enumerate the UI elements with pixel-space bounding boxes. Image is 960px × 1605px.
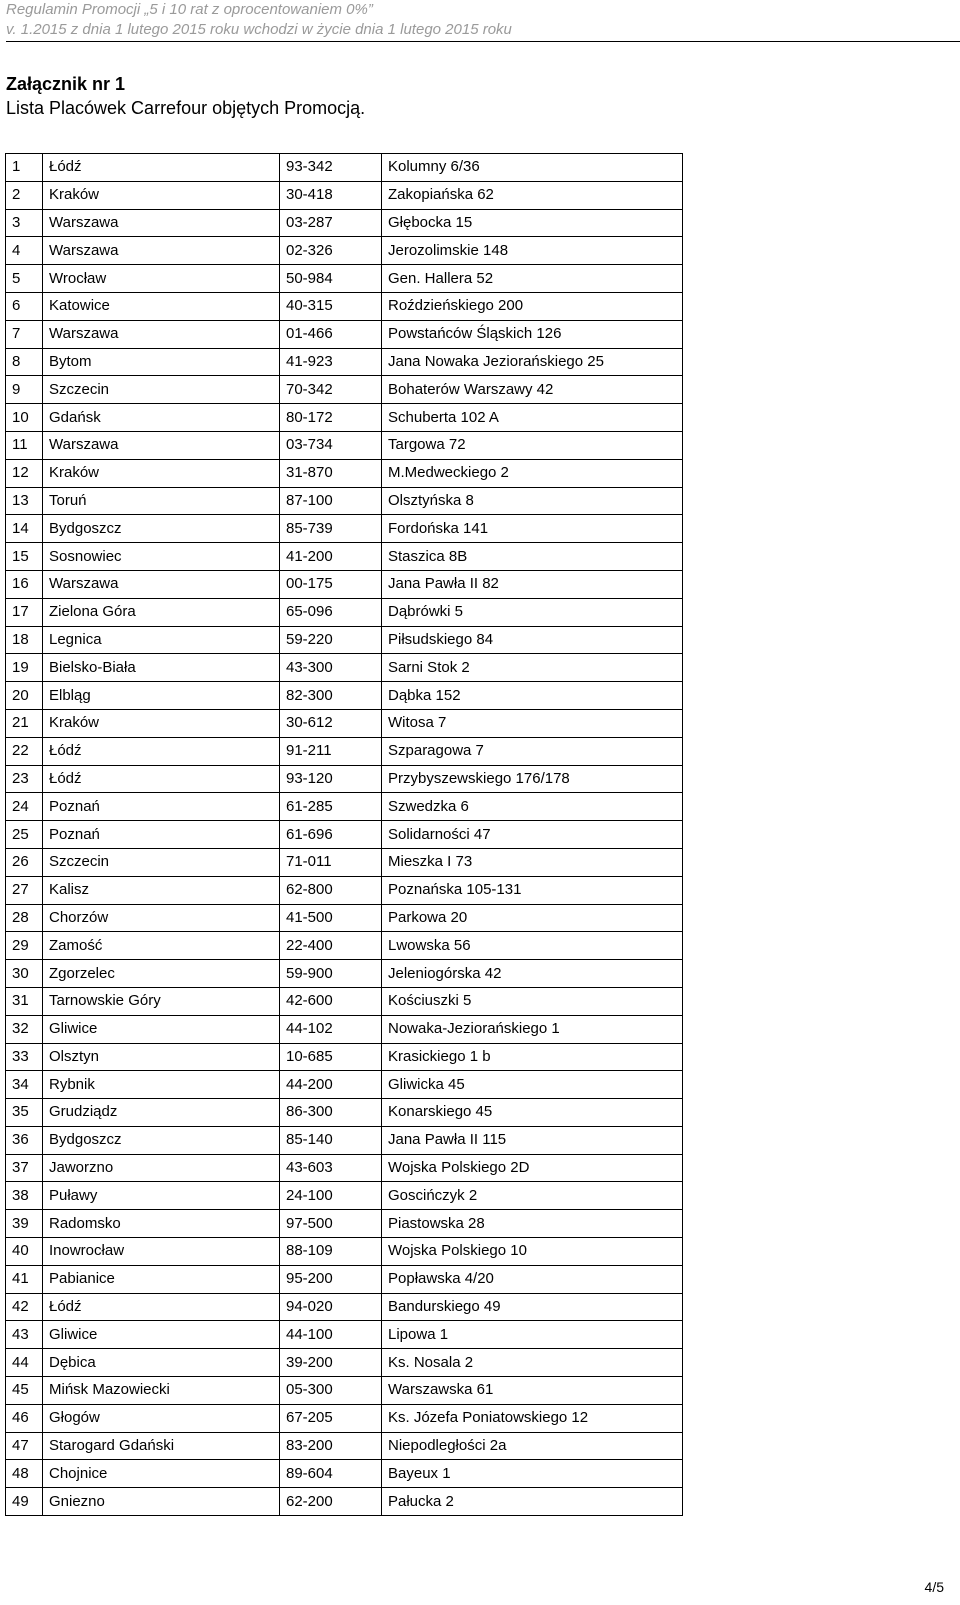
- store-street-cell: Lipowa 1: [382, 1321, 683, 1349]
- store-street-cell: Konarskiego 45: [382, 1099, 683, 1127]
- store-street-cell: Gliwicka 45: [382, 1071, 683, 1099]
- store-street-cell: Goscińczyk 2: [382, 1182, 683, 1210]
- store-number-cell: 24: [6, 793, 43, 821]
- store-city-cell: Bytom: [43, 348, 280, 376]
- store-number-cell: 45: [6, 1377, 43, 1405]
- store-number-cell: 29: [6, 932, 43, 960]
- table-row: [6, 543, 683, 571]
- store-city-cell: Kraków: [43, 459, 280, 487]
- store-city-cell: Warszawa: [43, 320, 280, 348]
- store-number-cell: 47: [6, 1432, 43, 1460]
- store-zip-cell: 24-100: [280, 1182, 382, 1210]
- table-row: [6, 1377, 683, 1405]
- store-zip-cell: 43-300: [280, 654, 382, 682]
- store-zip-cell: 85-739: [280, 515, 382, 543]
- store-city-cell: Tarnowskie Góry: [43, 987, 280, 1015]
- store-zip-cell: 89-604: [280, 1460, 382, 1488]
- store-zip-cell: 86-300: [280, 1099, 382, 1127]
- store-city-cell: Chojnice: [43, 1460, 280, 1488]
- store-number-cell: 21: [6, 709, 43, 737]
- store-number-cell: 20: [6, 682, 43, 710]
- store-city-cell: Elbląg: [43, 682, 280, 710]
- store-zip-cell: 80-172: [280, 404, 382, 432]
- store-street-cell: Popławska 4/20: [382, 1265, 683, 1293]
- store-zip-cell: 39-200: [280, 1349, 382, 1377]
- store-city-cell: Gdańsk: [43, 404, 280, 432]
- store-city-cell: Szczecin: [43, 848, 280, 876]
- table-row: [6, 1488, 683, 1516]
- store-zip-cell: 30-612: [280, 709, 382, 737]
- store-zip-cell: 50-984: [280, 265, 382, 293]
- store-number-cell: 10: [6, 404, 43, 432]
- store-street-cell: Dąbka 152: [382, 682, 683, 710]
- store-zip-cell: 87-100: [280, 487, 382, 515]
- store-zip-cell: 83-200: [280, 1432, 382, 1460]
- store-zip-cell: 02-326: [280, 237, 382, 265]
- table-row: [6, 265, 683, 293]
- store-number-cell: 35: [6, 1099, 43, 1127]
- table-row: [6, 404, 683, 432]
- store-street-cell: Niepodległości 2a: [382, 1432, 683, 1460]
- store-street-cell: Gen. Hallera 52: [382, 265, 683, 293]
- table-row: [6, 709, 683, 737]
- store-zip-cell: 70-342: [280, 376, 382, 404]
- store-zip-cell: 44-100: [280, 1321, 382, 1349]
- store-zip-cell: 59-220: [280, 626, 382, 654]
- store-zip-cell: 65-096: [280, 598, 382, 626]
- table-row: [6, 848, 683, 876]
- annex-title-block: [6, 72, 365, 120]
- store-number-cell: 27: [6, 876, 43, 904]
- store-city-cell: Mińsk Mazowiecki: [43, 1377, 280, 1405]
- store-number-cell: 11: [6, 431, 43, 459]
- store-number-cell: 31: [6, 987, 43, 1015]
- store-street-cell: Targowa 72: [382, 431, 683, 459]
- store-street-cell: Kościuszki 5: [382, 987, 683, 1015]
- store-city-cell: Gniezno: [43, 1488, 280, 1516]
- table-row: [6, 682, 683, 710]
- store-street-cell: Jana Pawła II 82: [382, 570, 683, 598]
- store-street-cell: Witosa 7: [382, 709, 683, 737]
- store-street-cell: Nowaka-Jeziorańskiego 1: [382, 1015, 683, 1043]
- store-number-cell: 46: [6, 1404, 43, 1432]
- store-street-cell: Głębocka 15: [382, 209, 683, 237]
- store-street-cell: Krasickiego 1 b: [382, 1043, 683, 1071]
- store-street-cell: Poznańska 105-131: [382, 876, 683, 904]
- store-zip-cell: 93-120: [280, 765, 382, 793]
- store-number-cell: 18: [6, 626, 43, 654]
- store-zip-cell: 61-285: [280, 793, 382, 821]
- table-row: [6, 1015, 683, 1043]
- table-row: [6, 1126, 683, 1154]
- store-street-cell: Parkowa 20: [382, 904, 683, 932]
- store-zip-cell: 44-102: [280, 1015, 382, 1043]
- store-street-cell: Sarni Stok 2: [382, 654, 683, 682]
- store-zip-cell: 85-140: [280, 1126, 382, 1154]
- store-street-cell: Jerozolimskie 148: [382, 237, 683, 265]
- store-city-cell: Gliwice: [43, 1321, 280, 1349]
- regulation-version: v. 1.2015 z dnia 1 lutego 2015 roku wchodzi w życie dnia 1 lutego 2015 roku: [6, 21, 512, 38]
- store-city-cell: Łódź: [43, 737, 280, 765]
- store-number-cell: 12: [6, 459, 43, 487]
- store-number-cell: 39: [6, 1210, 43, 1238]
- store-city-cell: Łódź: [43, 1293, 280, 1321]
- store-city-cell: Poznań: [43, 821, 280, 849]
- store-city-cell: Głogów: [43, 1404, 280, 1432]
- store-street-cell: Szwedzka 6: [382, 793, 683, 821]
- store-city-cell: Jaworzno: [43, 1154, 280, 1182]
- table-row: [6, 654, 683, 682]
- store-number-cell: 34: [6, 1071, 43, 1099]
- table-row: [6, 459, 683, 487]
- store-street-cell: Bayeux 1: [382, 1460, 683, 1488]
- store-city-cell: Kraków: [43, 709, 280, 737]
- store-number-cell: 8: [6, 348, 43, 376]
- table-row: [6, 431, 683, 459]
- store-zip-cell: 01-466: [280, 320, 382, 348]
- store-city-cell: Katowice: [43, 292, 280, 320]
- store-city-cell: Łódź: [43, 154, 280, 182]
- store-number-cell: 9: [6, 376, 43, 404]
- store-street-cell: Ks. Józefa Poniatowskiego 12: [382, 1404, 683, 1432]
- table-row: [6, 181, 683, 209]
- store-number-cell: 6: [6, 292, 43, 320]
- regulation-title: Regulamin Promocji „5 i 10 rat z oprocentowaniem 0%”: [6, 1, 373, 18]
- store-street-cell: Pałucka 2: [382, 1488, 683, 1516]
- store-street-cell: Ks. Nosala 2: [382, 1349, 683, 1377]
- table-row: [6, 626, 683, 654]
- store-street-cell: Fordońska 141: [382, 515, 683, 543]
- store-zip-cell: 03-734: [280, 431, 382, 459]
- store-zip-cell: 10-685: [280, 1043, 382, 1071]
- store-city-cell: Starogard Gdański: [43, 1432, 280, 1460]
- store-number-cell: 17: [6, 598, 43, 626]
- store-number-cell: 44: [6, 1349, 43, 1377]
- store-number-cell: 4: [6, 237, 43, 265]
- store-zip-cell: 41-923: [280, 348, 382, 376]
- store-city-cell: Poznań: [43, 793, 280, 821]
- store-city-cell: Puławy: [43, 1182, 280, 1210]
- store-city-cell: Kraków: [43, 181, 280, 209]
- store-number-cell: 32: [6, 1015, 43, 1043]
- store-zip-cell: 44-200: [280, 1071, 382, 1099]
- stores-table-body: [6, 154, 683, 1516]
- store-number-cell: 16: [6, 570, 43, 598]
- table-row: [6, 793, 683, 821]
- store-number-cell: 1: [6, 154, 43, 182]
- store-street-cell: M.Medweckiego 2: [382, 459, 683, 487]
- store-number-cell: 33: [6, 1043, 43, 1071]
- table-row: [6, 932, 683, 960]
- store-number-cell: 23: [6, 765, 43, 793]
- store-number-cell: 40: [6, 1238, 43, 1266]
- table-row: [6, 1321, 683, 1349]
- table-row: [6, 1293, 683, 1321]
- store-number-cell: 2: [6, 181, 43, 209]
- store-number-cell: 42: [6, 1293, 43, 1321]
- store-street-cell: Piłsudskiego 84: [382, 626, 683, 654]
- store-number-cell: 13: [6, 487, 43, 515]
- store-zip-cell: 62-200: [280, 1488, 382, 1516]
- store-street-cell: Wojska Polskiego 10: [382, 1238, 683, 1266]
- store-number-cell: 14: [6, 515, 43, 543]
- store-street-cell: Przybyszewskiego 176/178: [382, 765, 683, 793]
- table-row: [6, 154, 683, 182]
- store-city-cell: Sosnowiec: [43, 543, 280, 571]
- table-row: [6, 960, 683, 988]
- store-city-cell: Radomsko: [43, 1210, 280, 1238]
- table-row: [6, 737, 683, 765]
- store-city-cell: Zgorzelec: [43, 960, 280, 988]
- store-city-cell: Szczecin: [43, 376, 280, 404]
- store-zip-cell: 94-020: [280, 1293, 382, 1321]
- store-street-cell: Staszica 8B: [382, 543, 683, 571]
- store-city-cell: Łódź: [43, 765, 280, 793]
- store-city-cell: Gliwice: [43, 1015, 280, 1043]
- store-zip-cell: 82-300: [280, 682, 382, 710]
- store-street-cell: Kolumny 6/36: [382, 154, 683, 182]
- store-street-cell: Jana Pawła II 115: [382, 1126, 683, 1154]
- store-street-cell: Olsztyńska 8: [382, 487, 683, 515]
- store-city-cell: Inowrocław: [43, 1238, 280, 1266]
- store-zip-cell: 00-175: [280, 570, 382, 598]
- store-city-cell: Zielona Góra: [43, 598, 280, 626]
- store-zip-cell: 88-109: [280, 1238, 382, 1266]
- document-header: [6, 0, 954, 40]
- store-street-cell: Warszawska 61: [382, 1377, 683, 1405]
- store-zip-cell: 22-400: [280, 932, 382, 960]
- table-row: [6, 1154, 683, 1182]
- store-street-cell: Piastowska 28: [382, 1210, 683, 1238]
- store-street-cell: Dąbrówki 5: [382, 598, 683, 626]
- store-city-cell: Toruń: [43, 487, 280, 515]
- table-row: [6, 1182, 683, 1210]
- store-city-cell: Chorzów: [43, 904, 280, 932]
- table-row: [6, 292, 683, 320]
- store-street-cell: Lwowska 56: [382, 932, 683, 960]
- store-number-cell: 25: [6, 821, 43, 849]
- store-zip-cell: 71-011: [280, 848, 382, 876]
- store-city-cell: Pabianice: [43, 1265, 280, 1293]
- table-row: [6, 515, 683, 543]
- store-street-cell: Bohaterów Warszawy 42: [382, 376, 683, 404]
- store-number-cell: 22: [6, 737, 43, 765]
- table-row: [6, 1043, 683, 1071]
- store-city-cell: Bydgoszcz: [43, 1126, 280, 1154]
- store-number-cell: 38: [6, 1182, 43, 1210]
- store-city-cell: Grudziądz: [43, 1099, 280, 1127]
- store-zip-cell: 95-200: [280, 1265, 382, 1293]
- annex-title: Załącznik nr 1: [6, 74, 126, 94]
- table-row: [6, 1265, 683, 1293]
- table-row: [6, 1349, 683, 1377]
- page-number: 4/5: [924, 1579, 944, 1595]
- store-number-cell: 28: [6, 904, 43, 932]
- table-row: [6, 487, 683, 515]
- store-city-cell: Bydgoszcz: [43, 515, 280, 543]
- store-number-cell: 43: [6, 1321, 43, 1349]
- store-zip-cell: 97-500: [280, 1210, 382, 1238]
- header-divider: [6, 41, 960, 42]
- store-number-cell: 15: [6, 543, 43, 571]
- store-zip-cell: 91-211: [280, 737, 382, 765]
- table-row: [6, 1432, 683, 1460]
- store-zip-cell: 93-342: [280, 154, 382, 182]
- store-number-cell: 26: [6, 848, 43, 876]
- store-zip-cell: 30-418: [280, 181, 382, 209]
- store-street-cell: Schuberta 102 A: [382, 404, 683, 432]
- table-row: [6, 987, 683, 1015]
- store-number-cell: 19: [6, 654, 43, 682]
- store-street-cell: Bandurskiego 49: [382, 1293, 683, 1321]
- store-zip-cell: 41-500: [280, 904, 382, 932]
- table-row: [6, 348, 683, 376]
- store-street-cell: Szparagowa 7: [382, 737, 683, 765]
- store-number-cell: 36: [6, 1126, 43, 1154]
- store-city-cell: Warszawa: [43, 570, 280, 598]
- store-number-cell: 37: [6, 1154, 43, 1182]
- store-city-cell: Wrocław: [43, 265, 280, 293]
- table-row: [6, 237, 683, 265]
- store-zip-cell: 05-300: [280, 1377, 382, 1405]
- store-city-cell: Kalisz: [43, 876, 280, 904]
- store-zip-cell: 42-600: [280, 987, 382, 1015]
- table-row: [6, 1404, 683, 1432]
- stores-table: [5, 153, 683, 1516]
- store-street-cell: Mieszka I 73: [382, 848, 683, 876]
- table-row: [6, 209, 683, 237]
- annex-subtitle: Lista Placówek Carrefour objętych Promocją.: [6, 98, 366, 118]
- store-city-cell: Rybnik: [43, 1071, 280, 1099]
- table-row: [6, 1071, 683, 1099]
- table-row: [6, 1460, 683, 1488]
- store-city-cell: Warszawa: [43, 209, 280, 237]
- store-zip-cell: 62-800: [280, 876, 382, 904]
- table-row: [6, 376, 683, 404]
- store-number-cell: 30: [6, 960, 43, 988]
- store-street-cell: Powstańców Śląskich 126: [382, 320, 683, 348]
- store-city-cell: Warszawa: [43, 237, 280, 265]
- store-number-cell: 7: [6, 320, 43, 348]
- store-zip-cell: 31-870: [280, 459, 382, 487]
- table-row: [6, 821, 683, 849]
- store-street-cell: Jeleniogórska 42: [382, 960, 683, 988]
- store-number-cell: 41: [6, 1265, 43, 1293]
- table-row: [6, 1210, 683, 1238]
- table-row: [6, 570, 683, 598]
- table-row: [6, 1238, 683, 1266]
- store-number-cell: 3: [6, 209, 43, 237]
- store-street-cell: Solidarności 47: [382, 821, 683, 849]
- store-zip-cell: 43-603: [280, 1154, 382, 1182]
- store-zip-cell: 41-200: [280, 543, 382, 571]
- store-city-cell: Bielsko-Biała: [43, 654, 280, 682]
- store-city-cell: Legnica: [43, 626, 280, 654]
- table-row: [6, 1099, 683, 1127]
- store-zip-cell: 40-315: [280, 292, 382, 320]
- table-row: [6, 876, 683, 904]
- store-street-cell: Jana Nowaka Jeziorańskiego 25: [382, 348, 683, 376]
- store-city-cell: Olsztyn: [43, 1043, 280, 1071]
- store-number-cell: 49: [6, 1488, 43, 1516]
- store-zip-cell: 67-205: [280, 1404, 382, 1432]
- table-row: [6, 320, 683, 348]
- table-row: [6, 904, 683, 932]
- table-row: [6, 598, 683, 626]
- store-number-cell: 48: [6, 1460, 43, 1488]
- store-street-cell: Roździeńskiego 200: [382, 292, 683, 320]
- store-number-cell: 5: [6, 265, 43, 293]
- store-city-cell: Warszawa: [43, 431, 280, 459]
- store-city-cell: Dębica: [43, 1349, 280, 1377]
- store-zip-cell: 61-696: [280, 821, 382, 849]
- table-row: [6, 765, 683, 793]
- store-zip-cell: 03-287: [280, 209, 382, 237]
- store-city-cell: Zamość: [43, 932, 280, 960]
- store-street-cell: Zakopiańska 62: [382, 181, 683, 209]
- store-street-cell: Wojska Polskiego 2D: [382, 1154, 683, 1182]
- store-zip-cell: 59-900: [280, 960, 382, 988]
